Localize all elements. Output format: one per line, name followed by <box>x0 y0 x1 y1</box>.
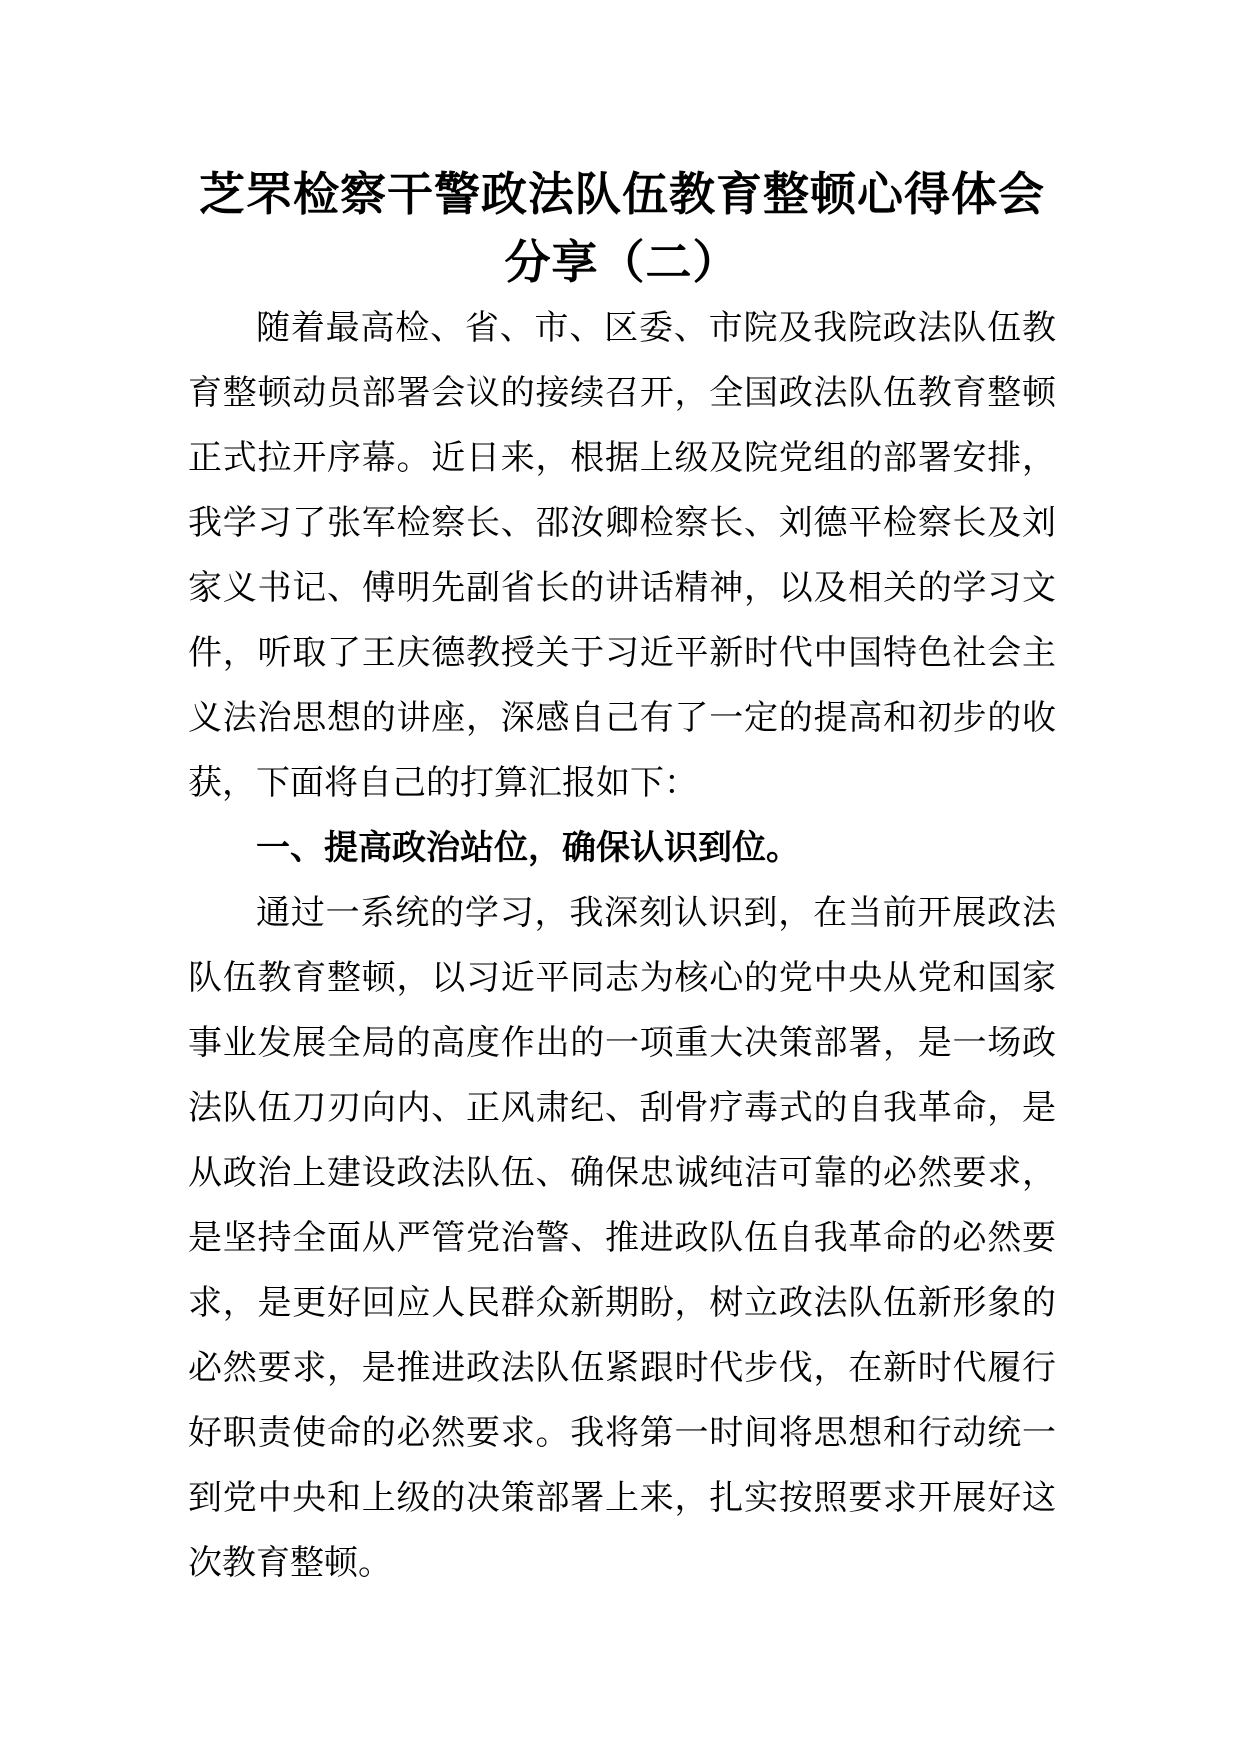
section-paragraph: 通过一系统的学习，我深刻认识到，在当前开展政法队伍教育整顿，以习近平同志为核心的党中央从党和国家事业发展全局的高度作出的一项重大决策部署，是一场政法队伍刀刃向内、正风肃纪、刮骨疗毒式的自我革命，是从政治上建设政法队伍、确保忠诚纯洁可靠的必然要求，是坚持全面从严管党治警、推进政队伍自我革命的必然要求，是更好回应人民群众新期盼，树立政法队伍新形象的必然要求，是推进政法队伍紧跟时代步伐，在新时代履行好职责使命的必然要求。我将第一时间将思想和行动统一到党中央和上级的决策部署上来，扎实按照要求开展好这次教育整顿。 <box>188 893 1056 1583</box>
document-title: 芝罘检察干警政法队伍教育整顿心得体会分享（二） <box>199 167 1045 289</box>
intro-paragraph: 随着最高检、省、市、区委、市院及我院政法队伍教育整顿动员部署会议的接续召开，全国政法队伍教育整顿正式拉开序幕。近日来，根据上级及院党组的部署安排，我学习了张军检察长、邵汝卿检察长、刘德平检察长及刘家义书记、傅明先副省长的讲话精神，以及相关的学习文件，听取了王庆德教授关于习近平新时代中国特色社会主义法治思想的讲座，深感自己有了一定的提高和初步的收获，下面将自己的打算汇报如下： <box>188 308 1056 803</box>
section-heading: 一、提高政治站位，确保认识到位。 <box>256 828 800 868</box>
document-body <box>188 160 1056 1596</box>
